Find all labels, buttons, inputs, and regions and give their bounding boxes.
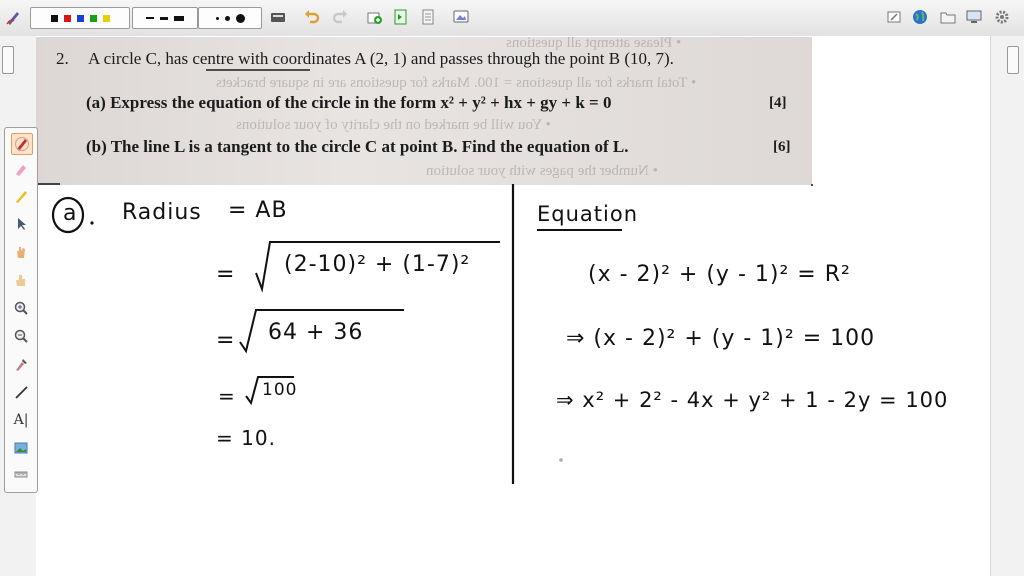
question-text: A circle C, has centre with coordinates A (2, 1) and passes through the point B (10, 7). xyxy=(88,49,674,68)
rhs-line-3: ⇒ x² + 2² - 4x + y² + 1 - 2y = 100 xyxy=(556,388,949,412)
question-number: 2. xyxy=(56,49,69,68)
rhs-line-1: (x - 2)² + (y - 1)² = R² xyxy=(588,262,851,287)
ghost-text-line: • You will be marked on the clarity of your solutions xyxy=(236,117,551,133)
eq-line-5: = 10. xyxy=(216,426,276,450)
eq-line-2-equals: = xyxy=(216,262,236,287)
equation-heading: Equation xyxy=(537,202,639,226)
part-a-marks: [4] xyxy=(769,95,787,111)
eq-line-3-radicand: 64 + 36 xyxy=(268,320,364,345)
ghost-text-line: • Number the pages with your solution xyxy=(426,163,658,179)
line-icon[interactable] xyxy=(11,382,31,402)
rhs-line-2: ⇒ (x - 2)² + (y - 1)² = 100 xyxy=(566,326,876,351)
eq-line-4-radicand: 100 xyxy=(262,380,298,400)
tool-palette xyxy=(4,127,38,493)
eq-line-4-equals: = xyxy=(218,384,236,408)
hand-icon[interactable] xyxy=(11,242,31,262)
image-icon[interactable] xyxy=(11,438,31,458)
radius-label: Radius xyxy=(122,200,202,225)
question-part-a: (a) Express the equation of the circle in the form x² + y² + hx + gy + k = 0 xyxy=(86,93,612,112)
eyedropper-icon[interactable] xyxy=(11,354,31,374)
question-part-b: (b) The line L is a tangent to the circle C at point B. Find the equation of L. xyxy=(86,137,629,156)
part-a-dot xyxy=(90,221,93,224)
marker-icon[interactable] xyxy=(11,186,31,206)
ghost-text-line: • Total marks for all questions = 100. Marks for questions are in square brackets xyxy=(216,75,697,91)
zoom-in-icon[interactable] xyxy=(11,298,31,318)
highlighter-icon[interactable] xyxy=(11,160,31,180)
ruler-icon[interactable] xyxy=(11,464,31,484)
pan-icon[interactable] xyxy=(11,270,31,290)
zoom-out-icon[interactable] xyxy=(11,326,31,346)
text-icon[interactable]: A| xyxy=(13,412,29,428)
pointer-icon[interactable] xyxy=(11,214,31,234)
part-b-marks: [6] xyxy=(773,139,791,155)
pen-icon[interactable] xyxy=(11,133,33,155)
eq-line-3-equals: = xyxy=(216,328,236,353)
photo-edge-line xyxy=(38,184,812,186)
eq-line-1: = AB xyxy=(228,198,288,223)
ghost-text-line: • Please attempt all questions xyxy=(506,37,682,51)
stray-dot xyxy=(559,458,563,462)
part-a-label: a xyxy=(63,201,78,226)
eq-line-2-radicand: (2-10)² + (1-7)² xyxy=(284,252,471,277)
